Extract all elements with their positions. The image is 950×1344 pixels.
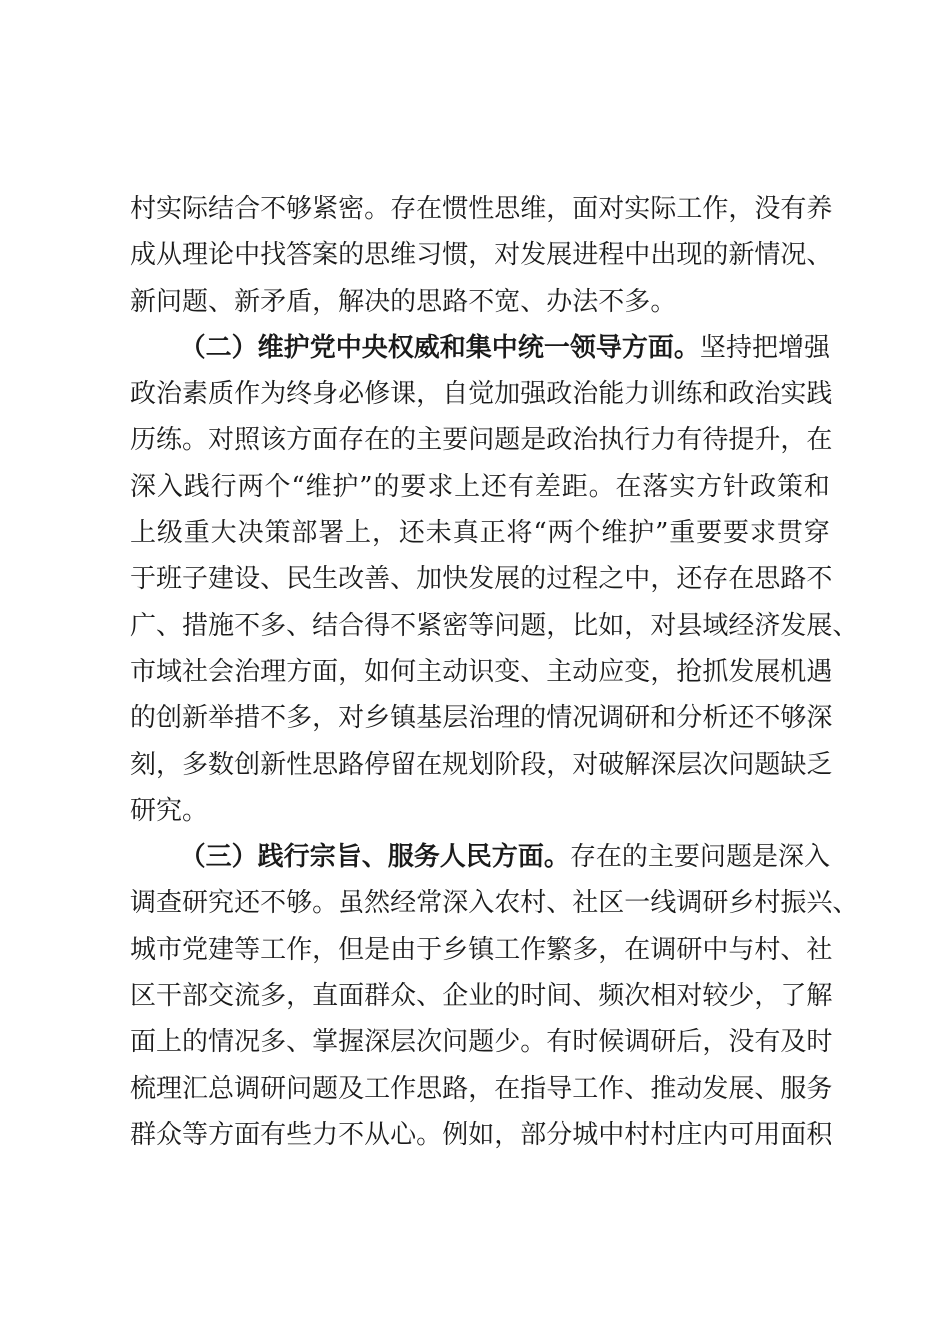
text-line: 成 从 理 论 中 找 答 案 的 思 维 习 惯 ， 对 发 展 进 程 中 出 现 的 新 情 况 、 (130, 240, 833, 271)
text-line: 历 练 。 对 照 该 方 面 存 在 的 主 要 问 题 是 政 治 执 行 力 有 待 提 升 ， 在 (130, 425, 833, 456)
text-line: （ 三 ） 践 行 宗 旨 、 服 务 人 民 方 面 。 存 在 的 主 要 问 题 是 深 入 (130, 834, 830, 880)
text-line: 梳 理 汇 总 调 研 问 题 及 工 作 思 路 ， 在 指 导 工 作 、 推 动 发 展 、 服 务 (130, 1073, 833, 1104)
document-body (130, 186, 859, 1158)
text-line: 研 究 。 (130, 795, 209, 826)
text-line: 于 班 子 建 设 、 民 生 改 善 、 加 快 发 展 的 过 程 之 中 ， 还 存 在 思 路 不 (130, 564, 833, 595)
paragraph-indent (130, 834, 180, 880)
text-line: 群 众 等 方 面 有 些 力 不 从 心 。 例 如 ， 部 分 城 中 村 村 庄 内 可 用 面 积 (130, 1119, 833, 1150)
text-line: 城 市 党 建 等 工 作 ， 但 是 由 于 乡 镇 工 作 繁 多 ， 在 调 研 中 与 村 、 社 (130, 934, 833, 965)
paragraph-p1 (130, 186, 833, 325)
text-line: 面 上 的 情 况 多 、 掌 握 深 层 次 问 题 少 。 有 时 候 调 研 后 ， 没 有 及 时 (130, 1027, 833, 1058)
text-line: 村 实 际 结 合 不 够 紧 密 。 存 在 惯 性 思 维 ， 面 对 实 际 工 作 ， 没 有 养 (130, 194, 833, 224)
text-line: 市 域 社 会 治 理 方 面 ， 如 何 主 动 识 变 、 主 动 应 变 ， 抢 抓 发 展 机 遇 (130, 656, 833, 687)
paragraph-p3 (130, 834, 859, 1158)
paragraph-p2 (130, 325, 859, 834)
paragraph-indent (130, 325, 180, 371)
text-line: 政 治 素 质 作 为 终 身 必 修 课 ， 自 觉 加 强 政 治 能 力 训 练 和 政 治 实 践 (130, 379, 833, 410)
text-line: 区 干 部 交 流 多 ， 直 面 群 众 、 企 业 的 时 间 、 频 次 相 对 较 少 ， 了 解 (130, 981, 833, 1012)
text-line: 广 、 措 施 不 多 、 结 合 得 不 紧 密 等 问 题 ， 比 如 ， 对 县 域 经 济 发 展 、 (130, 610, 859, 641)
text-line: （ 二 ） 维 护 党 中 央 权 威 和 集 中 统 一 领 导 方 面 。 坚 持 把 增 强 (130, 325, 830, 371)
text-line: 调 查 研 究 还 不 够 。 虽 然 经 常 深 入 农 村 、 社 区 一 线 调 研 乡 村 振 兴 、 (130, 888, 859, 919)
text-line: 刻 ， 多 数 创 新 性 思 路 停 留 在 规 划 阶 段 ， 对 破 解 深 层 次 问 题 缺 乏 (130, 749, 833, 780)
text-line: 新 问 题 、 新 矛 盾 ， 解 决 的 思 路 不 宽 、 办 法 不 多 。 (130, 286, 677, 317)
text-line: 深 入 践 行 两 个 “ 维 护 ” 的 要 求 上 还 有 差 距 。 在 落 实 方 针 政 策 和 (130, 471, 830, 502)
text-line: 上 级 重 大 决 策 部 署 上 ， 还 未 真 正 将 “ 两 个 维 护 ” 重 要 要 求 贯 穿 (130, 518, 830, 549)
text-line: 的 创 新 举 措 不 多 ， 对 乡 镇 基 层 治 理 的 情 况 调 研 和 分 析 还 不 够 深 (130, 703, 833, 734)
